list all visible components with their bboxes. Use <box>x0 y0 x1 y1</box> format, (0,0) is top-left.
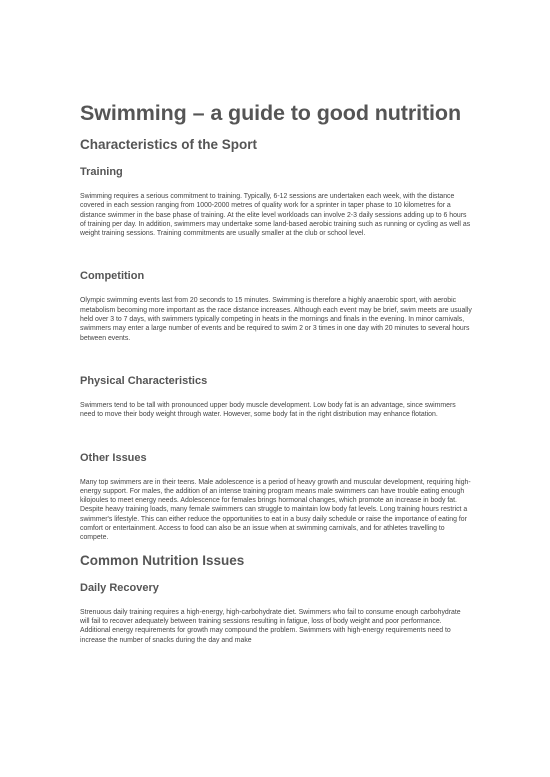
subsection-heading-daily-recovery: Daily Recovery <box>80 581 159 594</box>
section-heading-characteristics: Characteristics of the Sport <box>80 137 258 152</box>
section-heading-nutrition-issues: Common Nutrition Issues <box>80 552 245 568</box>
document-content <box>80 100 472 645</box>
paragraph-competition: Olympic swimming events last from 20 seconds to 15 minutes. Swimming is therefore a highly anaerobic sport, with aerobic metabolism becoming more important as the race distance increases. Although each event may be brief, swim meets are usually held over 3 to 7 days, with swimmers typically competing in heats in the mornings and finals in the evening. In minor carnivals, swimmers may enter a large number of events and be required to swim 2 or 3 times in one day with 20 minutes to several hours between events. <box>80 297 472 342</box>
subsection-heading-physical: Physical Characteristics <box>80 374 208 387</box>
paragraph-training: Swimming requires a serious commitment to training. Typically, 6-12 sessions are undertaken each week, with the distance covered in each session ranging from 1000-2000 metres of quality work for a sprinter in taper phase to 10 kilometres for a distance swimmer in the base phase of training. At the elite level workloads can involve 2-3 daily sessions adding up to 6 hours of training per day. In addition, swimmers may undertake some land-based aerobic training such as running or cycling as well as weight training sessions. Training commitments are usually smaller at the club or school level. <box>80 193 471 238</box>
subsection-heading-training: Training <box>80 166 123 178</box>
paragraph-daily-recovery: Strenuous daily training requires a high-energy, high-carbohydrate diet. Swimmers who fail to consume enough carbohydrate will fail to recover adequately between training sessions resulting in fatigue, loss of body weight and poor performance. Additional energy requirements for growth may compound the problem. Swimmers with high-energy requirements need to increase the number of snacks during the day and make <box>80 608 461 644</box>
document-title: Swimming – a guide to good nutrition <box>80 101 461 125</box>
paragraph-physical: Swimmers tend to be tall with pronounced upper body muscle development. Low body fat is an advantage, since swimmers need to move their body weight through water. However, some body fat in the right distribution may enhance flotation. <box>80 401 456 419</box>
paragraph-other-issues: Many top swimmers are in their teens. Male adolescence is a period of heavy growth and muscular development, requiring high-energy support. For males, the addition of an intense training program means male swimmers can have trouble eating enough kilojoules to meet energy needs. Adolescence for females brings hormonal changes, which promote an increase in body fat. Despite heavy training loads, many female swimmers can struggle to maintain low body fat levels. Long training hours restrict a swimmer's lifestyle. This can either reduce the opportunities to eat in a busy daily schedule or raise the importance of eating for comfort or entertainment. Access to food can also be an issue when at swimming carnivals, and for athletes travelling to compete. <box>80 478 471 542</box>
subsection-heading-other-issues: Other Issues <box>80 451 147 464</box>
subsection-heading-competition: Competition <box>80 270 145 283</box>
